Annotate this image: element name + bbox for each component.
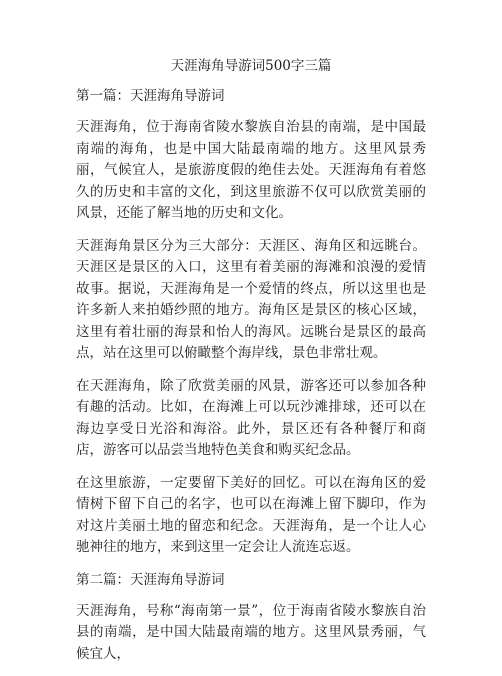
paragraph: 天涯海角，位于海南省陵水黎族自治县的南端，是中国最南端的海角，也是中国大陆最南端的地方。这里风景秀丽，气候宜人，是旅游度假的绝佳去处。天涯海角有着悠久的历史和丰富的文化，到这里旅游不仅可以欣赏美丽的风景，还能了解当地的历史和文化。 (76, 119, 426, 221)
section-heading: 第一篇：天涯海角导游词 (76, 88, 225, 104)
paragraph: 天涯海角，号称“海南第一景”，位于海南省陵水黎族自治县的南端，是中国大陆最南端的地方。这里风景秀丽，气候宜人， (76, 602, 426, 662)
paragraph: 天涯海角景区分为三大部分：天涯区、海角区和远眺台。天涯区是景区的入口，这里有着美丽的海滩和浪漫的爱情故事。据说，天涯海角是一个爱情的终点，所以这里也是许多新人来拍婚纱照的地方。海角区是景区的核心区域，这里有着壮丽的海景和怡人的海风。远眺台是景区的最高点，站在这里可以俯瞰整个海岸线，景色非常壮观。 (76, 237, 426, 361)
paragraph: 在这里旅游，一定要留下美好的回忆。可以在海角区的爱情树下留下自己的名字，也可以在海滩上留下脚印，作为对这片美丽土地的留恋和纪念。天涯海角，是一个让人心驰神往的地方，来到这里一定会让人流连忘返。 (76, 474, 426, 555)
document-title: 天涯海角导游词500字三篇 (170, 58, 332, 74)
paragraph: 在天涯海角，除了欣赏美丽的风景，游客还可以参加各种有趣的活动。比如，在海滩上可以玩沙滩排球，还可以在海边享受日光浴和海浴。此外，景区还有各种餐厅和商店，游客可以品尝当地特色美食和购买纪念品。 (76, 377, 426, 458)
section-2 (76, 570, 426, 666)
section-heading: 第二篇：天涯海角导游词 (76, 571, 225, 588)
document-page (76, 56, 426, 676)
section-1 (76, 86, 426, 559)
